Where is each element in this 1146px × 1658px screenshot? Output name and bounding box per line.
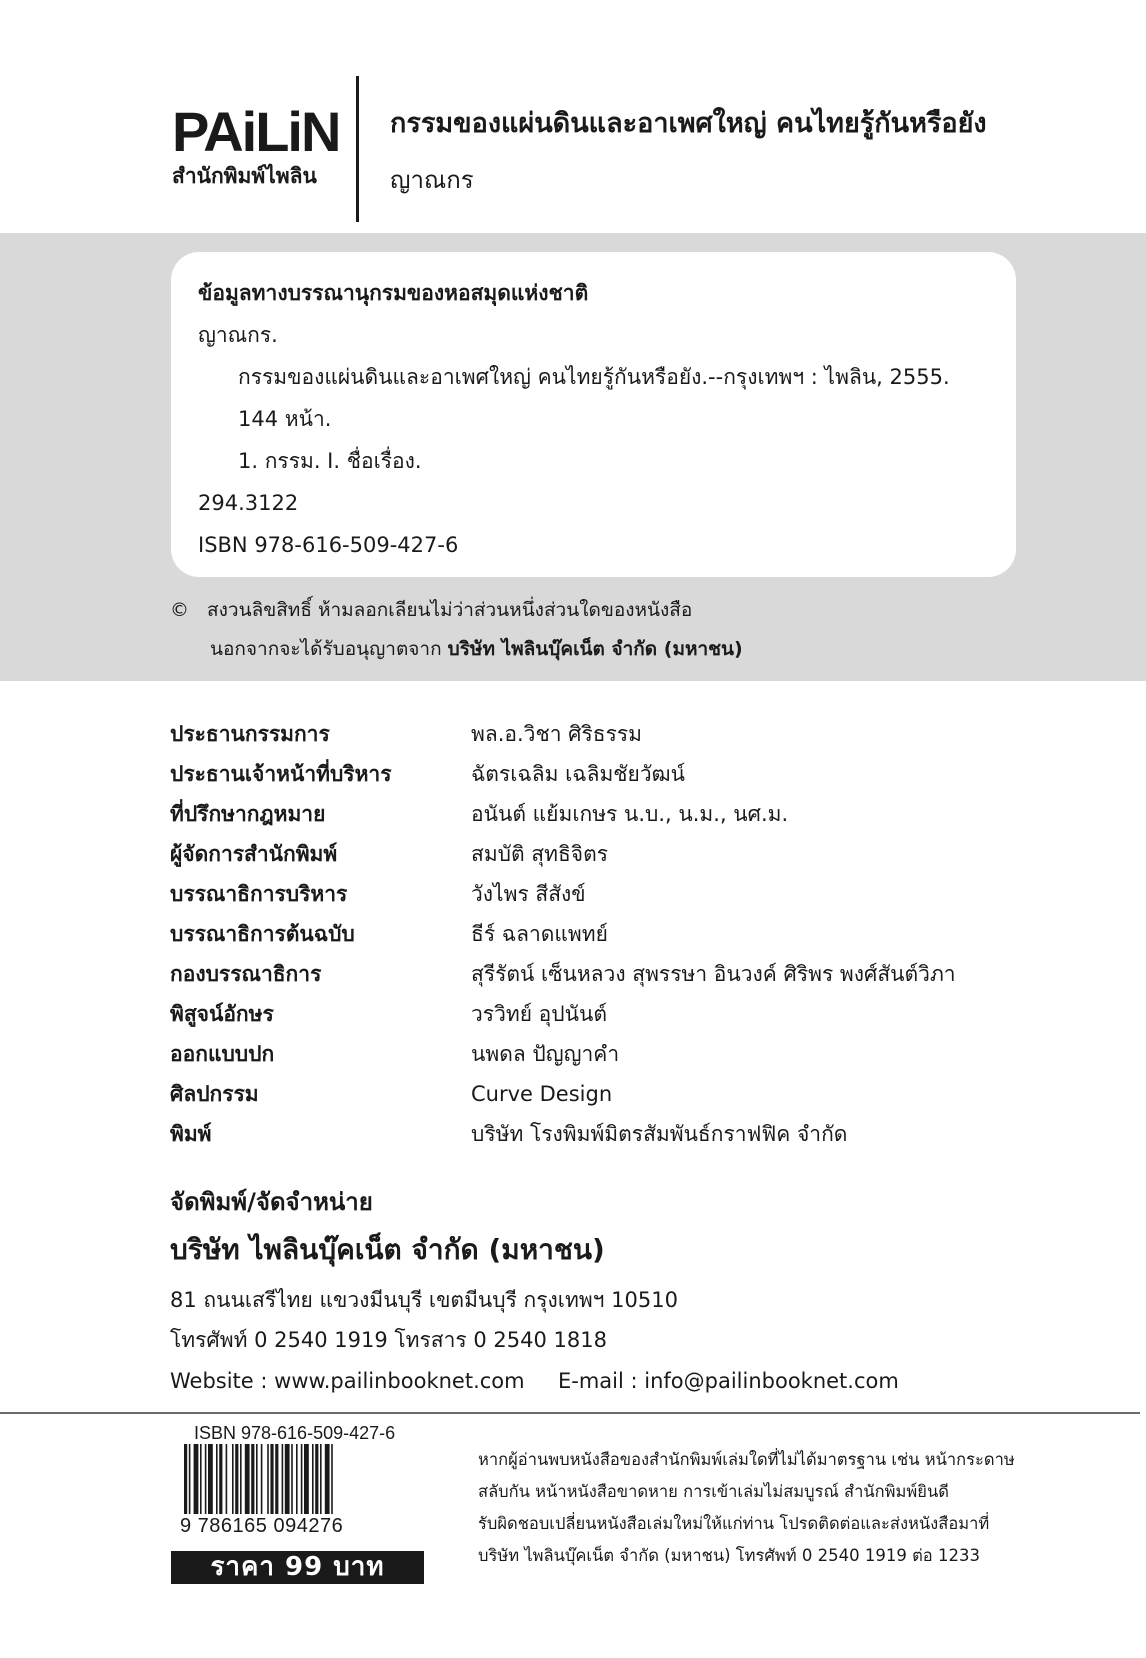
barcode-icon [182,1444,422,1514]
barcode-bar [275,1444,278,1514]
notice-line: รับผิดชอบเปลี่ยนหนังสือเล่มใหม่ให้แก่ท่าน โปรดติดต่อและส่งหนังสือมาที่ [478,1514,990,1533]
credit-name: อนันต์ แย้มเกษร น.บ., น.ม., นศ.ม. [471,802,789,826]
barcode-bar [245,1444,250,1514]
barcode-bar [270,1444,273,1514]
cip-title-line: กรรมของแผ่นดินและอาเพศใหญ่ คนไทยรู้กันหรือยัง.--กรุงเทพฯ : ไพลิน, 2555. [238,365,950,389]
credit-role: ออกแบบปก [170,1042,275,1066]
barcode-bar [189,1444,191,1514]
barcode-bar [282,1444,284,1514]
barcode-bar [291,1444,293,1514]
barcode-bar [205,1444,207,1514]
barcode-bar [240,1444,242,1514]
cip-subjects: 1. กรรม. I. ชื่อเรื่อง. [238,449,422,473]
barcode-bar [251,1444,254,1514]
barcode-bar [232,1444,234,1514]
credit-role: พิมพ์ [170,1122,212,1146]
quality-notice [478,1444,1078,1572]
book-author: ญาณกร [390,166,474,194]
logo-subtitle: สำนักพิมพ์ไพลิน [172,164,317,188]
credit-role: กองบรรณาธิการ [170,962,322,986]
barcode-bar [285,1444,290,1514]
credit-name: วังไพร สีสังข์ [471,882,586,906]
barcode-bar [200,1444,202,1514]
book-title: กรรมของแผ่นดินและอาเพศใหญ่ คนไทยรู้กันหรือยัง [390,108,987,139]
barcode-bar [194,1444,199,1514]
barcode-bar [235,1444,238,1514]
credit-name: สุรีรัตน์ เซ็นหลวง สุพรรษา อินวงค์ ศิริพร พงศ์สันต์วิภา [471,962,956,986]
credit-role: บรรณาธิการบริหาร [170,882,348,906]
logo-wordmark: PAiLiN [172,100,340,163]
credit-role: ผู้จัดการสำนักพิมพ์ [170,842,338,866]
credit-name: นพดล ปัญญาคำ [471,1042,620,1066]
credit-role: ที่ปรึกษากฎหมาย [170,802,326,826]
credit-name: ฉัตรเฉลิม เฉลิมชัยวัฒน์ [471,762,685,786]
copyright-permission: นอกจากจะได้รับอนุญาตจาก [210,638,442,660]
credit-name: ธีร์ ฉลาดแพทย์ [471,922,608,946]
credit-role: พิสูจน์อักษร [170,1002,274,1026]
publisher-heading: จัดพิมพ์/จัดจำหน่าย [170,1188,373,1216]
publisher-phone: โทรศัพท์ 0 2540 1919 โทรสาร 0 2540 1818 [170,1328,607,1352]
copyright-line-2 [210,635,743,663]
header-divider [356,76,359,222]
notice-line: หากผู้อ่านพบหนังสือของสำนักพิมพ์เล่มใดที่ไม่ได้มาตรฐาน เช่น หน้ากระดาษ [478,1450,1015,1469]
credit-name: บริษัท โรงพิมพ์มิตรสัมพันธ์กราฟฟิค จำกัด [471,1122,848,1146]
cip-heading: ข้อมูลทางบรรณานุกรมของหอสมุดแห่งชาติ [198,281,589,305]
barcode-bar [312,1444,314,1514]
barcode-bar [267,1444,269,1514]
barcode-bar [325,1444,330,1514]
cip-isbn: ISBN 978-616-509-427-6 [198,533,459,557]
credit-role: บรรณาธิการต้นฉบับ [170,922,355,946]
price-tag: ราคา 99 บาท [171,1551,424,1584]
credit-name: สมบัติ สุทธิจิตร [471,842,609,866]
barcode-bar [304,1444,309,1514]
barcode-isbn-label: ISBN 978-616-509-427-6 [194,1423,396,1443]
publisher-web-email: Website : www.pailinbooknet.com E-mail : info@pailinbooknet.com [170,1369,899,1393]
credit-name: วรวิทย์ อุปนันต์ [471,1002,607,1026]
barcode-bar [296,1444,298,1514]
barcode-bar [256,1444,258,1514]
cip-author: ญาณกร. [198,323,278,347]
copyright-icon: © [170,599,189,621]
notice-line: บริษัท ไพลินบุ๊คเน็ต จำกัด (มหาชน) โทรศัพท์ 0 2540 1919 ต่อ 1233 [478,1546,980,1565]
copyright-line-1 [170,596,692,624]
copyright-text: สงวนลิขสิทธิ์ ห้ามลอกเลียนไม่ว่าส่วนหนึ่งส่วนใดของหนังสือ [207,599,693,621]
barcode-bar [315,1444,318,1514]
publisher-logo [172,100,340,190]
barcode-bar [301,1444,303,1514]
credit-role: ประธานเจ้าหน้าที่บริหาร [170,762,392,786]
barcode-bar [261,1444,263,1514]
publisher-company: บริษัท ไพลินบุ๊คเน็ต จำกัด (มหาชน) [170,1233,605,1266]
barcode-digits: 9 786165 094276 [180,1515,344,1537]
cip-pages: 144 หน้า. [238,407,332,431]
credit-role: ประธานกรรมการ [170,722,330,746]
barcode-bar [226,1444,228,1514]
cip-classification: 294.3122 [198,491,299,515]
footer-divider [0,1412,1140,1414]
notice-line: สลับกัน หน้าหนังสือขาดหาย การเข้าเล่มไม่สมบูรณ์ สำนักพิมพ์ยินดี [478,1482,949,1501]
copyright-company: บริษัท ไพลินบุ๊คเน็ต จำกัด (มหาชน) [447,638,743,660]
credit-role: ศิลปกรรม [170,1082,259,1106]
credit-name: พล.อ.วิชา ศิริธรรม [471,722,643,746]
publisher-address: 81 ถนนเสรีไทย แขวงมีนบุรี เขตมีนบุรี กรุงเทพฯ 10510 [170,1288,678,1312]
credit-name: Curve Design [471,1082,613,1106]
barcode-bar [331,1444,333,1514]
barcode-bar [320,1444,322,1514]
barcode-bar [208,1444,213,1514]
barcode-bar [184,1444,187,1514]
barcode-bar [216,1444,218,1514]
barcode-bar [219,1444,222,1514]
